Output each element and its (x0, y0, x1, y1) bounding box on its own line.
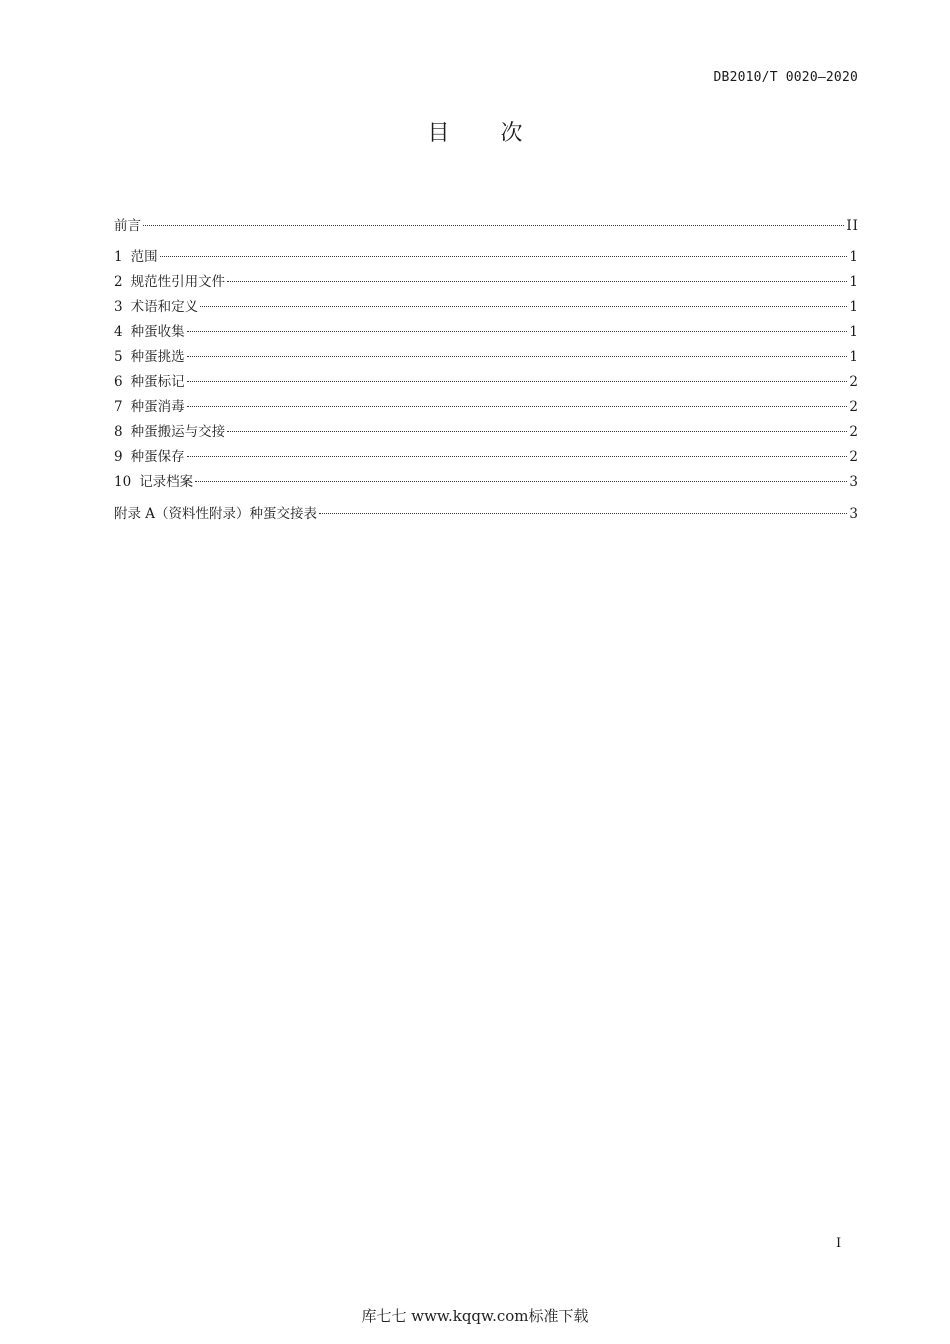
toc-entry-egg-transport[interactable] (114, 420, 859, 445)
toc-entry-egg-disinfection[interactable] (114, 395, 859, 420)
toc-entry-page: 2 (849, 374, 859, 390)
toc-entry-page: 1 (849, 324, 859, 340)
toc-entry-number: 9 (114, 449, 123, 465)
toc-entry-normative-references[interactable] (114, 270, 859, 295)
toc-entry-number: 2 (114, 274, 123, 290)
toc-entry-egg-storage[interactable] (114, 445, 859, 470)
toc-entry-foreword[interactable] (114, 214, 859, 239)
toc-entry-number: 3 (114, 299, 123, 315)
toc-entry-label: 种蛋保存 (130, 449, 185, 465)
toc-leader-dots (187, 455, 848, 457)
toc-leader-dots (227, 430, 847, 432)
document-code: DB2010/T 0020—2020 (713, 70, 858, 85)
toc-entry-number: 10 (114, 474, 132, 490)
toc-entry-label: 种蛋收集 (130, 324, 185, 340)
toc-entry-terms-definitions[interactable] (114, 295, 859, 320)
toc-leader-dots (187, 330, 848, 332)
toc-entry-page: 1 (849, 249, 859, 265)
toc-leader-dots (187, 355, 848, 357)
toc-entry-egg-marking[interactable] (114, 370, 859, 395)
toc-entry-page: 2 (849, 449, 859, 465)
toc-entry-page: 1 (849, 349, 859, 365)
toc-entry-label: 术语和定义 (130, 299, 199, 315)
toc-entry-page: 1 (849, 299, 859, 315)
toc-leader-dots (319, 512, 847, 514)
toc-entry-page: 1 (849, 274, 859, 290)
page-number: I (836, 1236, 842, 1251)
toc-leader-dots (160, 255, 848, 257)
toc-entry-page: 3 (849, 474, 859, 490)
toc-entry-scope[interactable] (114, 245, 859, 270)
toc-leader-dots (187, 405, 848, 407)
toc-entry-records[interactable] (114, 470, 859, 495)
toc-entry-number: 7 (114, 399, 123, 415)
toc-leader-dots (200, 305, 847, 307)
toc-leader-dots (143, 224, 844, 226)
toc-entry-label: 前言 (114, 218, 141, 234)
toc-entry-egg-collection[interactable] (114, 320, 859, 345)
toc-entry-egg-selection[interactable] (114, 345, 859, 370)
toc-entry-number: 6 (114, 374, 123, 390)
toc-entry-number: 1 (114, 249, 123, 265)
toc-entry-label: 记录档案 (139, 474, 194, 490)
toc-entry-page: 2 (849, 399, 859, 415)
toc-leader-dots (195, 480, 847, 482)
toc-leader-dots (227, 280, 847, 282)
toc-entry-page: 3 (849, 506, 859, 522)
toc-entry-label: 种蛋挑选 (130, 349, 185, 365)
toc-entry-label: 种蛋搬运与交接 (130, 424, 226, 440)
toc-entry-label: 种蛋消毒 (130, 399, 185, 415)
toc-entry-page: 2 (849, 424, 859, 440)
toc-entry-number: 4 (114, 324, 123, 340)
page-title: 目 次 (427, 121, 545, 146)
toc-entry-page: II (846, 218, 859, 234)
toc-entry-number: 5 (114, 349, 123, 365)
download-watermark: 库七七 www.kqqw.com标准下载 (361, 1307, 589, 1325)
toc-entry-number: 8 (114, 424, 123, 440)
toc-entry-appendix-a[interactable] (114, 502, 859, 527)
toc-entry-label: 范围 (130, 249, 158, 265)
table-of-contents (114, 214, 859, 527)
toc-entry-label: 规范性引用文件 (130, 274, 226, 290)
toc-entry-label: 附录 A（资料性附录）种蛋交接表 (114, 506, 318, 522)
toc-leader-dots (187, 380, 848, 382)
toc-entry-label: 种蛋标记 (130, 374, 185, 390)
